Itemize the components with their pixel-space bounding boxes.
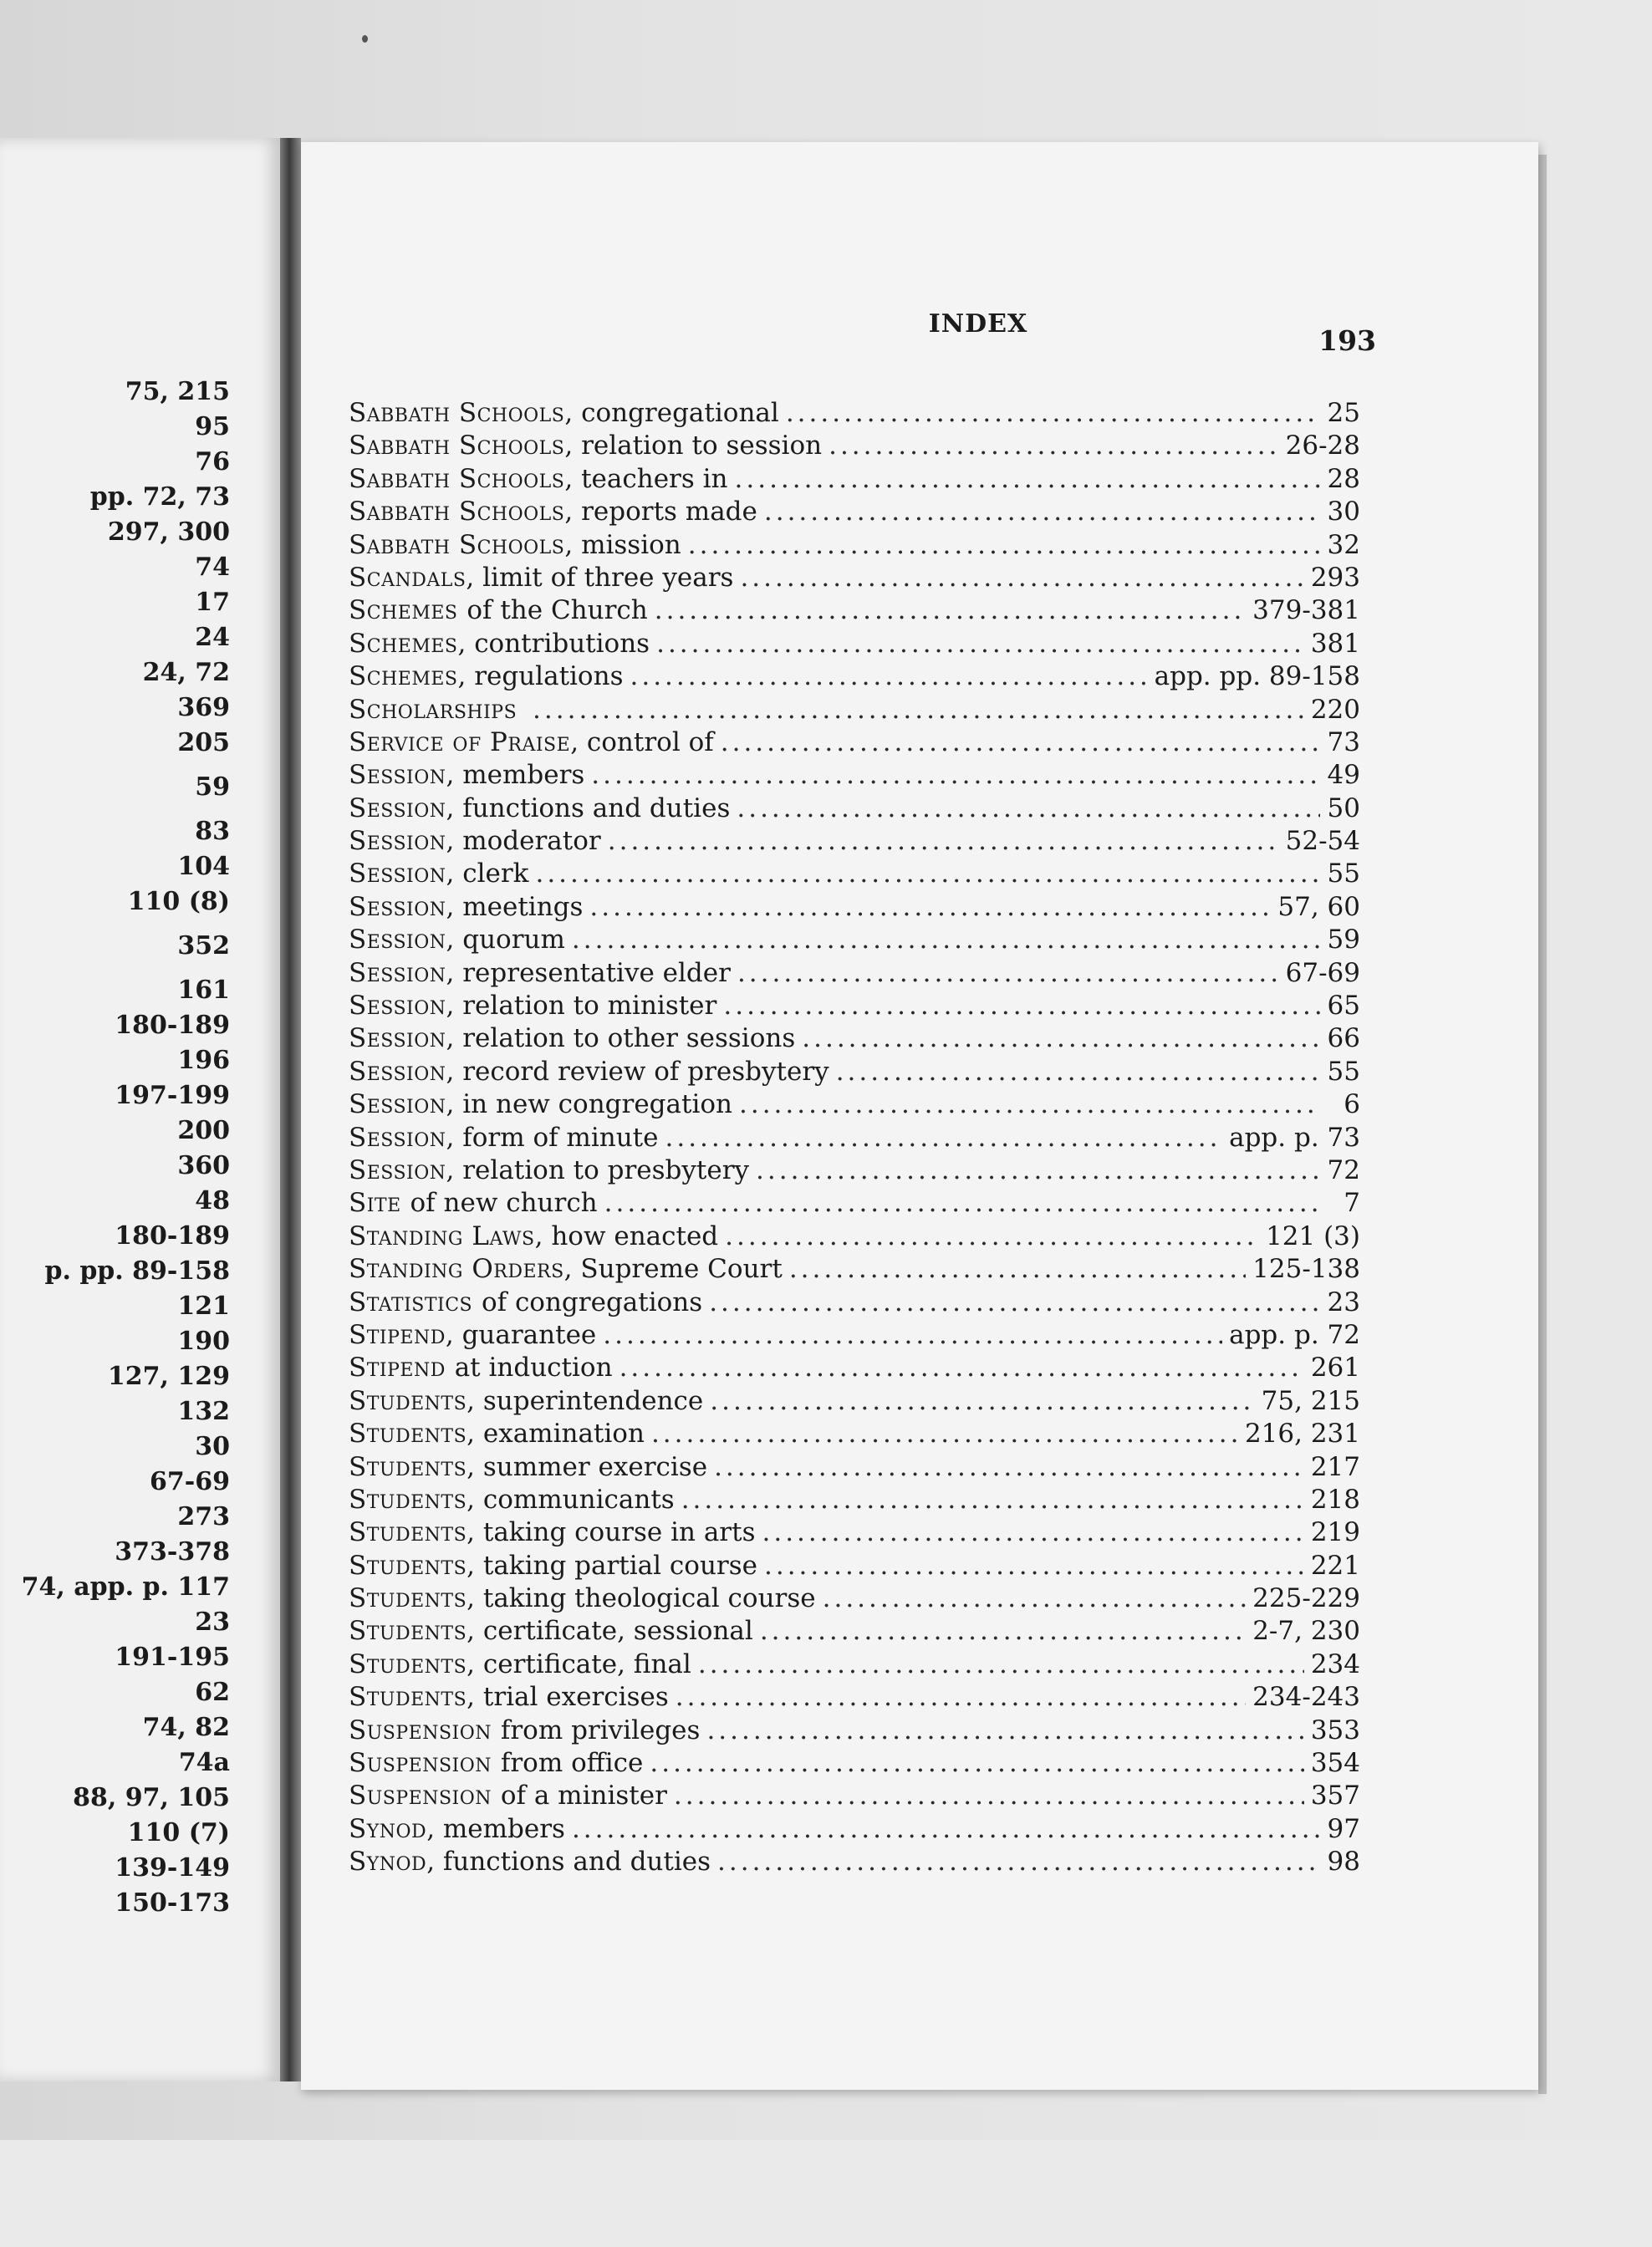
- index-entry-heading: Sabbath Schools: [349, 398, 565, 428]
- left-index-ref: p. pp. 89-158: [44, 1256, 230, 1286]
- index-entry-page-ref: app. p. 72: [1229, 1319, 1360, 1350]
- leader-dots: [706, 1715, 1303, 1747]
- index-entry-subheading: of a minister: [500, 1781, 667, 1811]
- index-entry-subheading: , clerk: [446, 859, 529, 889]
- index-entry-subheading: , functions and duties: [446, 792, 731, 823]
- index-entry-heading: Session: [349, 991, 446, 1022]
- index-entry-heading: Stipend: [349, 1353, 446, 1383]
- index-entry-heading: Schemes: [349, 661, 458, 692]
- index-entry-subheading: , in new congregation: [446, 1089, 732, 1120]
- dust-speck: [362, 35, 368, 43]
- index-entry-heading: Students: [349, 1682, 467, 1713]
- left-index-ref: 76: [195, 447, 230, 476]
- left-index-ref: 139-149: [115, 1853, 230, 1883]
- index-entry: [349, 1451, 1360, 1484]
- index-entry: [349, 924, 1360, 956]
- index-entry: [349, 1022, 1360, 1055]
- index-entry-subheading: , congregational: [564, 398, 779, 428]
- leader-dots: [603, 1319, 1222, 1352]
- leader-dots: [717, 1846, 1320, 1878]
- index-entry-heading: Sabbath Schools: [349, 497, 565, 527]
- index-entry-heading: Session: [349, 1154, 446, 1185]
- index-entry: [349, 430, 1360, 462]
- left-index-ref: 121: [177, 1292, 230, 1321]
- left-index-ref: 132: [177, 1397, 230, 1426]
- left-index-ref: 110 (7): [127, 1818, 230, 1847]
- left-index-ref: 205: [177, 728, 230, 757]
- index-entry: [349, 1681, 1360, 1714]
- left-index-ref: 196: [177, 1046, 230, 1075]
- leader-dots: [572, 1813, 1320, 1846]
- index-entry-subheading: , taking partial course: [467, 1550, 757, 1581]
- index-entry-heading: Suspension: [349, 1781, 492, 1811]
- index-entry-page-ref: app. p. 73: [1229, 1122, 1360, 1153]
- index-entry-page-ref: 7: [1344, 1188, 1360, 1219]
- index-entry: [349, 694, 1360, 726]
- index-entry-page-ref: 59: [1327, 925, 1360, 955]
- index-entry-page-ref: 67-69: [1285, 957, 1360, 988]
- index-entry: [349, 1418, 1360, 1450]
- index-entry-subheading: , certificate, final: [467, 1648, 691, 1679]
- index-entry: [349, 529, 1360, 562]
- index-entry-heading: Session: [349, 1089, 446, 1120]
- index-entry-subheading: , quorum: [446, 925, 565, 955]
- leader-dots: [535, 858, 1320, 890]
- index-entry: [349, 759, 1360, 792]
- book-gutter: [280, 138, 301, 2081]
- index-entry-subheading: , certificate, sessional: [467, 1616, 753, 1647]
- index-entry: [349, 1582, 1360, 1615]
- leader-dots: [823, 1582, 1247, 1615]
- index-entry-page-ref: 216, 231: [1244, 1419, 1360, 1450]
- index-entry-page-ref: 49: [1327, 760, 1360, 791]
- index-entry: [349, 1550, 1360, 1582]
- index-entry-page-ref: 72: [1327, 1154, 1360, 1185]
- left-index-ref: 180-189: [115, 1221, 230, 1251]
- index-entry-page-ref: 65: [1327, 991, 1360, 1022]
- index-entry-page-ref: 219: [1310, 1517, 1360, 1548]
- index-entry-heading: Session: [349, 1056, 446, 1087]
- index-entry-heading: Session: [349, 957, 446, 988]
- index-entry-page-ref: 55: [1327, 859, 1360, 889]
- left-index-ref: 190: [177, 1327, 230, 1356]
- left-index-ref: 297, 300: [107, 517, 230, 547]
- index-entry: [349, 1484, 1360, 1516]
- left-index-ref: 369: [177, 693, 230, 722]
- index-entry: [349, 1385, 1360, 1418]
- leader-dots: [620, 1352, 1304, 1384]
- index-entry: [349, 1319, 1360, 1352]
- index-entry-subheading: of new church: [410, 1188, 598, 1219]
- index-entry-subheading: , examination: [467, 1419, 645, 1450]
- leader-dots: [688, 529, 1320, 562]
- leader-dots: [656, 628, 1304, 660]
- index-entry-page-ref: 26-28: [1285, 431, 1360, 461]
- index-entry-subheading: , mission: [564, 529, 681, 560]
- left-index-ref: pp. 72, 73: [89, 482, 230, 512]
- index-entry-heading: Suspension: [349, 1715, 492, 1745]
- index-entry-subheading: of the Church: [467, 595, 648, 626]
- index-entry-heading: Session: [349, 792, 446, 823]
- left-index-ref: 360: [177, 1151, 230, 1180]
- index-entry-page-ref: 52-54: [1285, 826, 1360, 857]
- scan-bottom-margin: [0, 2140, 1652, 2247]
- index-entry-heading: Site: [349, 1188, 401, 1219]
- index-entry: [349, 1780, 1360, 1812]
- left-index-ref: 180-189: [115, 1011, 230, 1040]
- index-entry-heading: Sabbath Schools: [349, 463, 565, 494]
- left-index-ref: 62: [195, 1678, 230, 1707]
- index-entry-heading: Sabbath Schools: [349, 431, 565, 461]
- index-entry-page-ref: 66: [1327, 1023, 1360, 1054]
- leader-dots: [760, 1615, 1246, 1648]
- index-entry-page-ref: 55: [1327, 1056, 1360, 1087]
- index-entry-heading: Students: [349, 1517, 467, 1548]
- index-entry-subheading: , relation to minister: [446, 991, 717, 1022]
- left-index-ref: 75, 215: [125, 377, 230, 406]
- index-entry-heading: Session: [349, 1122, 446, 1153]
- index-entry-page-ref: 57, 60: [1277, 891, 1360, 922]
- index-entry-page-ref: 32: [1327, 529, 1360, 560]
- index-entry-heading: Synod: [349, 1847, 427, 1878]
- index-entry: [349, 660, 1360, 693]
- index-entry: [349, 1088, 1360, 1121]
- left-index-ref: 110 (8): [127, 887, 230, 916]
- index-entry-page-ref: 25: [1327, 398, 1360, 428]
- index-entry-heading: Students: [349, 1484, 467, 1515]
- index-entry-page-ref: 217: [1310, 1451, 1360, 1482]
- left-page-references: [0, 374, 230, 1921]
- left-index-ref: 191-195: [115, 1643, 230, 1672]
- index-entry-subheading: , meetings: [446, 891, 584, 922]
- index-entry-page-ref: 218: [1310, 1484, 1360, 1515]
- index-entry-heading: Statistics: [349, 1287, 473, 1317]
- leader-dots: [533, 694, 1304, 726]
- left-index-ref: 161: [177, 976, 230, 1005]
- index-entry-subheading: , taking course in arts: [467, 1517, 756, 1548]
- index-entry: [349, 496, 1360, 528]
- index-entry: [349, 463, 1360, 496]
- index-entry-page-ref: 97: [1327, 1813, 1360, 1844]
- index-entry: [349, 397, 1360, 430]
- index-entry-subheading: , form of minute: [446, 1122, 659, 1153]
- leader-dots: [789, 1253, 1246, 1286]
- left-index-ref: 74, app. p. 117: [21, 1572, 230, 1602]
- index-entry-subheading: , superintendence: [467, 1385, 704, 1416]
- leader-dots: [630, 660, 1147, 693]
- index-entry-page-ref: 234: [1310, 1648, 1360, 1679]
- left-index-ref: 74: [195, 553, 230, 582]
- index-entry-heading: Session: [349, 891, 446, 922]
- index-entry: [349, 1516, 1360, 1549]
- index-entries: [349, 397, 1360, 1879]
- left-index-ref: 373-378: [115, 1537, 230, 1567]
- index-entry-page-ref: 357: [1310, 1781, 1360, 1811]
- leader-dots: [735, 463, 1320, 496]
- leader-dots: [762, 1516, 1304, 1549]
- index-entry-page-ref: 220: [1310, 694, 1360, 725]
- index-entry-subheading: , reports made: [564, 497, 757, 527]
- index-entry: [349, 1056, 1360, 1088]
- index-entry-heading: Students: [349, 1616, 467, 1647]
- index-entry-subheading: , limit of three years: [466, 562, 734, 593]
- index-entry-heading: Suspension: [349, 1748, 492, 1779]
- leader-dots: [740, 562, 1303, 594]
- index-entry: [349, 1220, 1360, 1253]
- left-index-ref: 30: [195, 1432, 230, 1461]
- leader-dots: [608, 825, 1279, 858]
- index-entry-heading: Students: [349, 1583, 467, 1614]
- index-entry-subheading: at induction: [454, 1353, 613, 1383]
- left-index-ref: 127, 129: [107, 1362, 230, 1391]
- left-index-ref: 48: [195, 1186, 230, 1215]
- index-entry: [349, 858, 1360, 890]
- leader-dots: [739, 1088, 1320, 1121]
- leader-dots: [764, 1550, 1304, 1582]
- left-index-ref: 17: [195, 588, 230, 617]
- leader-dots: [737, 792, 1320, 825]
- index-entry-subheading: from privileges: [500, 1715, 701, 1745]
- index-entry-subheading: , Supreme Court: [563, 1254, 783, 1285]
- leader-dots: [681, 1484, 1304, 1516]
- page-edge-shadow: [1538, 155, 1547, 2094]
- index-entry-page-ref: 234-243: [1252, 1682, 1360, 1713]
- leader-dots: [737, 957, 1279, 990]
- index-entry: [349, 562, 1360, 594]
- index-entry-heading: Students: [349, 1385, 467, 1416]
- leader-dots: [836, 1056, 1320, 1088]
- index-entry-subheading: , contributions: [457, 628, 650, 659]
- leader-dots: [665, 1122, 1222, 1154]
- index-entry-subheading: , regulations: [457, 661, 624, 692]
- index-entry-page-ref: 73: [1327, 726, 1360, 757]
- index-entry-page-ref: 225-229: [1252, 1583, 1360, 1614]
- index-entry-page-ref: 23: [1327, 1287, 1360, 1317]
- index-entry-subheading: , members: [426, 1813, 565, 1844]
- left-index-ref: 23: [195, 1608, 230, 1637]
- left-index-ref: 67-69: [150, 1467, 230, 1496]
- index-entry-heading: Session: [349, 859, 446, 889]
- leader-dots: [572, 924, 1320, 956]
- left-index-ref: 59: [195, 772, 230, 802]
- index-entry-page-ref: 50: [1327, 792, 1360, 823]
- left-index-ref: 150-173: [115, 1888, 230, 1918]
- leader-dots: [786, 397, 1320, 430]
- index-entry-heading: Students: [349, 1451, 467, 1482]
- leader-dots: [674, 1780, 1304, 1812]
- left-index-ref: 95: [195, 412, 230, 441]
- index-entry-heading: Students: [349, 1419, 467, 1450]
- index-entry-subheading: , communicants: [467, 1484, 675, 1515]
- index-entry: [349, 1615, 1360, 1648]
- index-entry-page-ref: 293: [1310, 562, 1360, 593]
- index-entry-subheading: , summer exercise: [467, 1451, 708, 1482]
- index-entry: [349, 792, 1360, 825]
- leader-dots: [591, 759, 1320, 792]
- leader-dots: [589, 891, 1271, 924]
- index-entry-heading: Scandals: [349, 562, 467, 593]
- index-entry-page-ref: app. pp. 89-158: [1154, 661, 1360, 692]
- leader-dots: [802, 1022, 1320, 1055]
- left-index-ref: 74a: [178, 1748, 230, 1777]
- index-entry-subheading: , relation to session: [564, 431, 823, 461]
- index-entry-page-ref: 98: [1327, 1847, 1360, 1878]
- index-entry: [349, 1352, 1360, 1384]
- running-head: INDEX: [928, 309, 1028, 339]
- left-index-ref: 88, 97, 105: [73, 1783, 230, 1812]
- index-entry-page-ref: 30: [1327, 497, 1360, 527]
- index-entry-subheading: , members: [446, 760, 585, 791]
- index-entry-subheading: , guarantee: [445, 1319, 597, 1350]
- index-entry-heading: Students: [349, 1648, 467, 1679]
- index-entry: [349, 594, 1360, 627]
- index-entry: [349, 957, 1360, 990]
- index-entry-heading: Stipend: [349, 1319, 446, 1350]
- index-entry-heading: Students: [349, 1550, 467, 1581]
- leader-dots: [714, 1451, 1304, 1484]
- index-entry-page-ref: 353: [1310, 1715, 1360, 1745]
- index-entry: [349, 1187, 1360, 1220]
- index-entry-heading: Scholarships: [349, 694, 518, 725]
- index-entry-subheading: , relation to other sessions: [446, 1023, 796, 1054]
- leader-dots: [698, 1648, 1304, 1681]
- index-entry: [349, 1287, 1360, 1319]
- left-index-ref: 104: [177, 852, 230, 881]
- left-index-ref: 83: [195, 817, 230, 846]
- left-index-ref: 24: [195, 623, 230, 652]
- left-index-ref: 352: [177, 931, 230, 960]
- index-entry-heading: Schemes: [349, 628, 458, 659]
- index-entry-page-ref: 379-381: [1252, 595, 1360, 626]
- index-entry: [349, 1715, 1360, 1747]
- index-entry-heading: Service of Praise: [349, 726, 571, 757]
- index-entry-subheading: , functions and duties: [426, 1847, 711, 1878]
- page-number: 193: [1318, 324, 1376, 357]
- index-entry-heading: Session: [349, 1023, 446, 1054]
- leader-dots: [764, 496, 1320, 528]
- leader-dots: [723, 990, 1320, 1022]
- index-entry-subheading: , moderator: [446, 826, 601, 857]
- right-page: [301, 142, 1538, 2090]
- index-entry-page-ref: 261: [1310, 1353, 1360, 1383]
- index-entry-heading: Sabbath Schools: [349, 529, 565, 560]
- index-entry: [349, 726, 1360, 759]
- index-entry: [349, 628, 1360, 660]
- index-entry: [349, 990, 1360, 1022]
- index-entry-page-ref: 121 (3): [1266, 1220, 1360, 1251]
- index-entry-heading: Session: [349, 760, 446, 791]
- index-entry-subheading: , control of: [570, 726, 714, 757]
- index-entry-heading: Standing Laws: [349, 1220, 535, 1251]
- index-entry-subheading: , trial exercises: [467, 1682, 669, 1713]
- index-entry-page-ref: 221: [1310, 1550, 1360, 1581]
- index-entry-subheading: from office: [500, 1748, 644, 1779]
- index-entry: [349, 1813, 1360, 1846]
- index-entry-page-ref: 354: [1310, 1748, 1360, 1779]
- index-entry: [349, 1154, 1360, 1187]
- left-index-ref: 197-199: [115, 1081, 230, 1110]
- leader-dots: [651, 1418, 1238, 1450]
- index-entry-heading: Synod: [349, 1813, 427, 1844]
- index-entry-subheading: , record review of presbytery: [446, 1056, 829, 1087]
- index-entry-subheading: , taking theological course: [467, 1583, 816, 1614]
- leader-dots: [676, 1681, 1246, 1714]
- index-entry: [349, 1846, 1360, 1878]
- index-entry-page-ref: 381: [1310, 628, 1360, 659]
- leader-dots: [829, 430, 1279, 462]
- index-entry-page-ref: 2-7, 230: [1252, 1616, 1360, 1647]
- leader-dots: [650, 1747, 1303, 1780]
- index-entry: [349, 1648, 1360, 1681]
- left-page: [0, 138, 280, 2081]
- leader-dots: [710, 1385, 1254, 1418]
- leader-dots: [604, 1187, 1320, 1220]
- left-index-ref: 74, 82: [142, 1713, 230, 1742]
- index-entry-page-ref: 75, 215: [1261, 1385, 1360, 1416]
- index-entry: [349, 1122, 1360, 1154]
- leader-dots: [709, 1287, 1320, 1319]
- left-index-ref: 24, 72: [142, 658, 230, 687]
- index-entry: [349, 1253, 1360, 1286]
- index-entry-heading: Standing Orders: [349, 1254, 564, 1285]
- index-entry-heading: Session: [349, 925, 446, 955]
- left-index-ref: 273: [177, 1502, 230, 1531]
- leader-dots: [655, 594, 1246, 627]
- index-entry: [349, 891, 1360, 924]
- index-entry-subheading: , representative elder: [446, 957, 731, 988]
- left-index-ref: 200: [177, 1116, 230, 1145]
- index-entry-page-ref: 125-138: [1252, 1254, 1360, 1285]
- index-entry-subheading: , teachers in: [564, 463, 728, 494]
- leader-dots: [756, 1154, 1320, 1187]
- index-entry-page-ref: 6: [1344, 1089, 1360, 1120]
- index-entry-page-ref: 28: [1327, 463, 1360, 494]
- index-entry: [349, 1747, 1360, 1780]
- index-entry-subheading: , how enacted: [534, 1220, 719, 1251]
- index-entry-subheading: , relation to presbytery: [446, 1154, 750, 1185]
- index-entry-subheading: of congregations: [481, 1287, 703, 1317]
- index-entry: [349, 825, 1360, 858]
- index-entry-heading: Session: [349, 826, 446, 857]
- leader-dots: [725, 1220, 1259, 1253]
- leader-dots: [721, 726, 1320, 759]
- index-entry-heading: Schemes: [349, 595, 458, 626]
